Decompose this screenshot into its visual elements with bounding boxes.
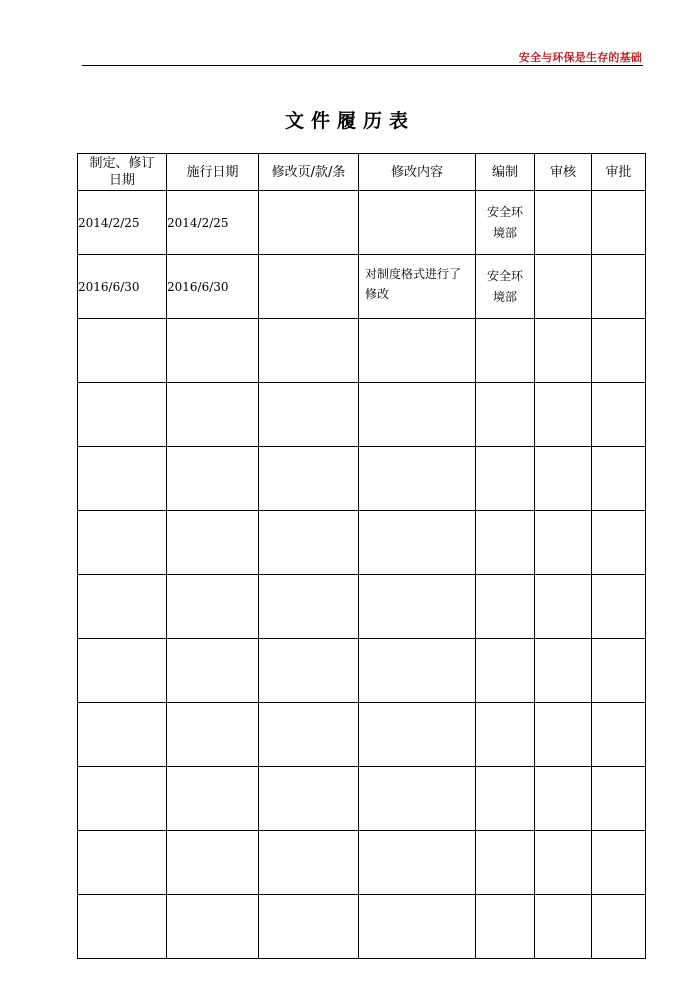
author-cell — [476, 383, 535, 447]
table-row — [78, 895, 646, 959]
column-header-modified-pages: 修改页/款/条 — [259, 154, 359, 191]
revision-date-cell — [78, 575, 167, 639]
approver-cell — [592, 703, 646, 767]
approver-cell — [592, 895, 646, 959]
reviewer-cell — [535, 639, 592, 703]
revision-date-cell — [78, 639, 167, 703]
approver-cell — [592, 383, 646, 447]
author-cell: 安全环境部 — [476, 255, 535, 319]
author-cell — [476, 447, 535, 511]
revision-date-cell — [78, 319, 167, 383]
author-cell — [476, 511, 535, 575]
revision-date-cell — [78, 767, 167, 831]
column-header-revision-date: 制定、修订日期 — [78, 154, 167, 191]
effective-date-cell — [167, 703, 259, 767]
revision-date-cell: 2014/2/25 — [78, 191, 167, 255]
author-cell — [476, 319, 535, 383]
reviewer-cell — [535, 255, 592, 319]
modified-pages-cell — [259, 575, 359, 639]
approver-cell — [592, 831, 646, 895]
table-row — [78, 639, 646, 703]
modified-pages-cell — [259, 703, 359, 767]
author-cell — [476, 767, 535, 831]
reviewer-cell — [535, 831, 592, 895]
table-row — [78, 319, 646, 383]
modification-content-cell — [359, 511, 476, 575]
approver-cell — [592, 575, 646, 639]
approver-cell — [592, 255, 646, 319]
approver-cell — [592, 191, 646, 255]
effective-date-cell: 2016/6/30 — [167, 255, 259, 319]
modified-pages-cell — [259, 639, 359, 703]
header-slogan: 安全与环保是生存的基础 — [518, 51, 642, 64]
approver-cell — [592, 767, 646, 831]
reviewer-cell — [535, 319, 592, 383]
table-row — [78, 511, 646, 575]
modified-pages-cell — [259, 511, 359, 575]
modified-pages-cell — [259, 191, 359, 255]
effective-date-cell — [167, 767, 259, 831]
revision-date-cell — [78, 511, 167, 575]
modified-pages-cell — [259, 319, 359, 383]
effective-date-cell — [167, 511, 259, 575]
modification-content-cell — [359, 383, 476, 447]
column-header-reviewer: 审核 — [535, 154, 592, 191]
effective-date-cell: 2014/2/25 — [167, 191, 259, 255]
modification-content-cell — [359, 703, 476, 767]
modified-pages-cell — [259, 895, 359, 959]
table-header-row — [78, 154, 646, 191]
author-cell — [476, 575, 535, 639]
modification-content-cell: 对制度格式进行了修改 — [359, 255, 476, 319]
table-row — [78, 383, 646, 447]
reviewer-cell — [535, 383, 592, 447]
author-cell — [476, 895, 535, 959]
approver-cell — [592, 447, 646, 511]
revision-date-cell — [78, 447, 167, 511]
reviewer-cell — [535, 767, 592, 831]
effective-date-cell — [167, 575, 259, 639]
approver-cell — [592, 511, 646, 575]
column-header-author: 编制 — [476, 154, 535, 191]
approver-cell — [592, 639, 646, 703]
modification-content-cell — [359, 319, 476, 383]
reviewer-cell — [535, 575, 592, 639]
reviewer-cell — [535, 191, 592, 255]
table-row — [78, 255, 646, 319]
table-row — [78, 703, 646, 767]
reviewer-cell — [535, 895, 592, 959]
column-header-approver: 审批 — [592, 154, 646, 191]
modification-content-cell — [359, 639, 476, 703]
effective-date-cell — [167, 319, 259, 383]
table-row — [78, 447, 646, 511]
author-cell — [476, 831, 535, 895]
modified-pages-cell — [259, 447, 359, 511]
revision-date-cell — [78, 831, 167, 895]
effective-date-cell — [167, 895, 259, 959]
reviewer-cell — [535, 703, 592, 767]
modification-content-cell — [359, 831, 476, 895]
column-header-modification-content: 修改内容 — [359, 154, 476, 191]
effective-date-cell — [167, 831, 259, 895]
table-row — [78, 575, 646, 639]
modification-content-cell — [359, 895, 476, 959]
modification-content-cell — [359, 767, 476, 831]
table-row — [78, 831, 646, 895]
reviewer-cell — [535, 511, 592, 575]
effective-date-cell — [167, 447, 259, 511]
effective-date-cell — [167, 639, 259, 703]
revision-date-cell — [78, 383, 167, 447]
document-title: 文件履历表 — [284, 110, 415, 132]
revision-history-table — [77, 153, 646, 959]
modification-content-cell — [359, 447, 476, 511]
reviewer-cell — [535, 447, 592, 511]
author-cell: 安全环境部 — [476, 191, 535, 255]
header-divider — [82, 65, 643, 66]
modified-pages-cell — [259, 831, 359, 895]
modified-pages-cell — [259, 383, 359, 447]
modified-pages-cell — [259, 767, 359, 831]
table-body — [78, 191, 646, 959]
modification-content-cell — [359, 575, 476, 639]
modification-content-cell — [359, 191, 476, 255]
effective-date-cell — [167, 383, 259, 447]
column-header-effective-date: 施行日期 — [167, 154, 259, 191]
revision-date-cell — [78, 703, 167, 767]
author-cell — [476, 703, 535, 767]
revision-date-cell — [78, 895, 167, 959]
revision-date-cell: 2016/6/30 — [78, 255, 167, 319]
table-row — [78, 767, 646, 831]
approver-cell — [592, 319, 646, 383]
table-row — [78, 191, 646, 255]
modified-pages-cell — [259, 255, 359, 319]
author-cell — [476, 639, 535, 703]
